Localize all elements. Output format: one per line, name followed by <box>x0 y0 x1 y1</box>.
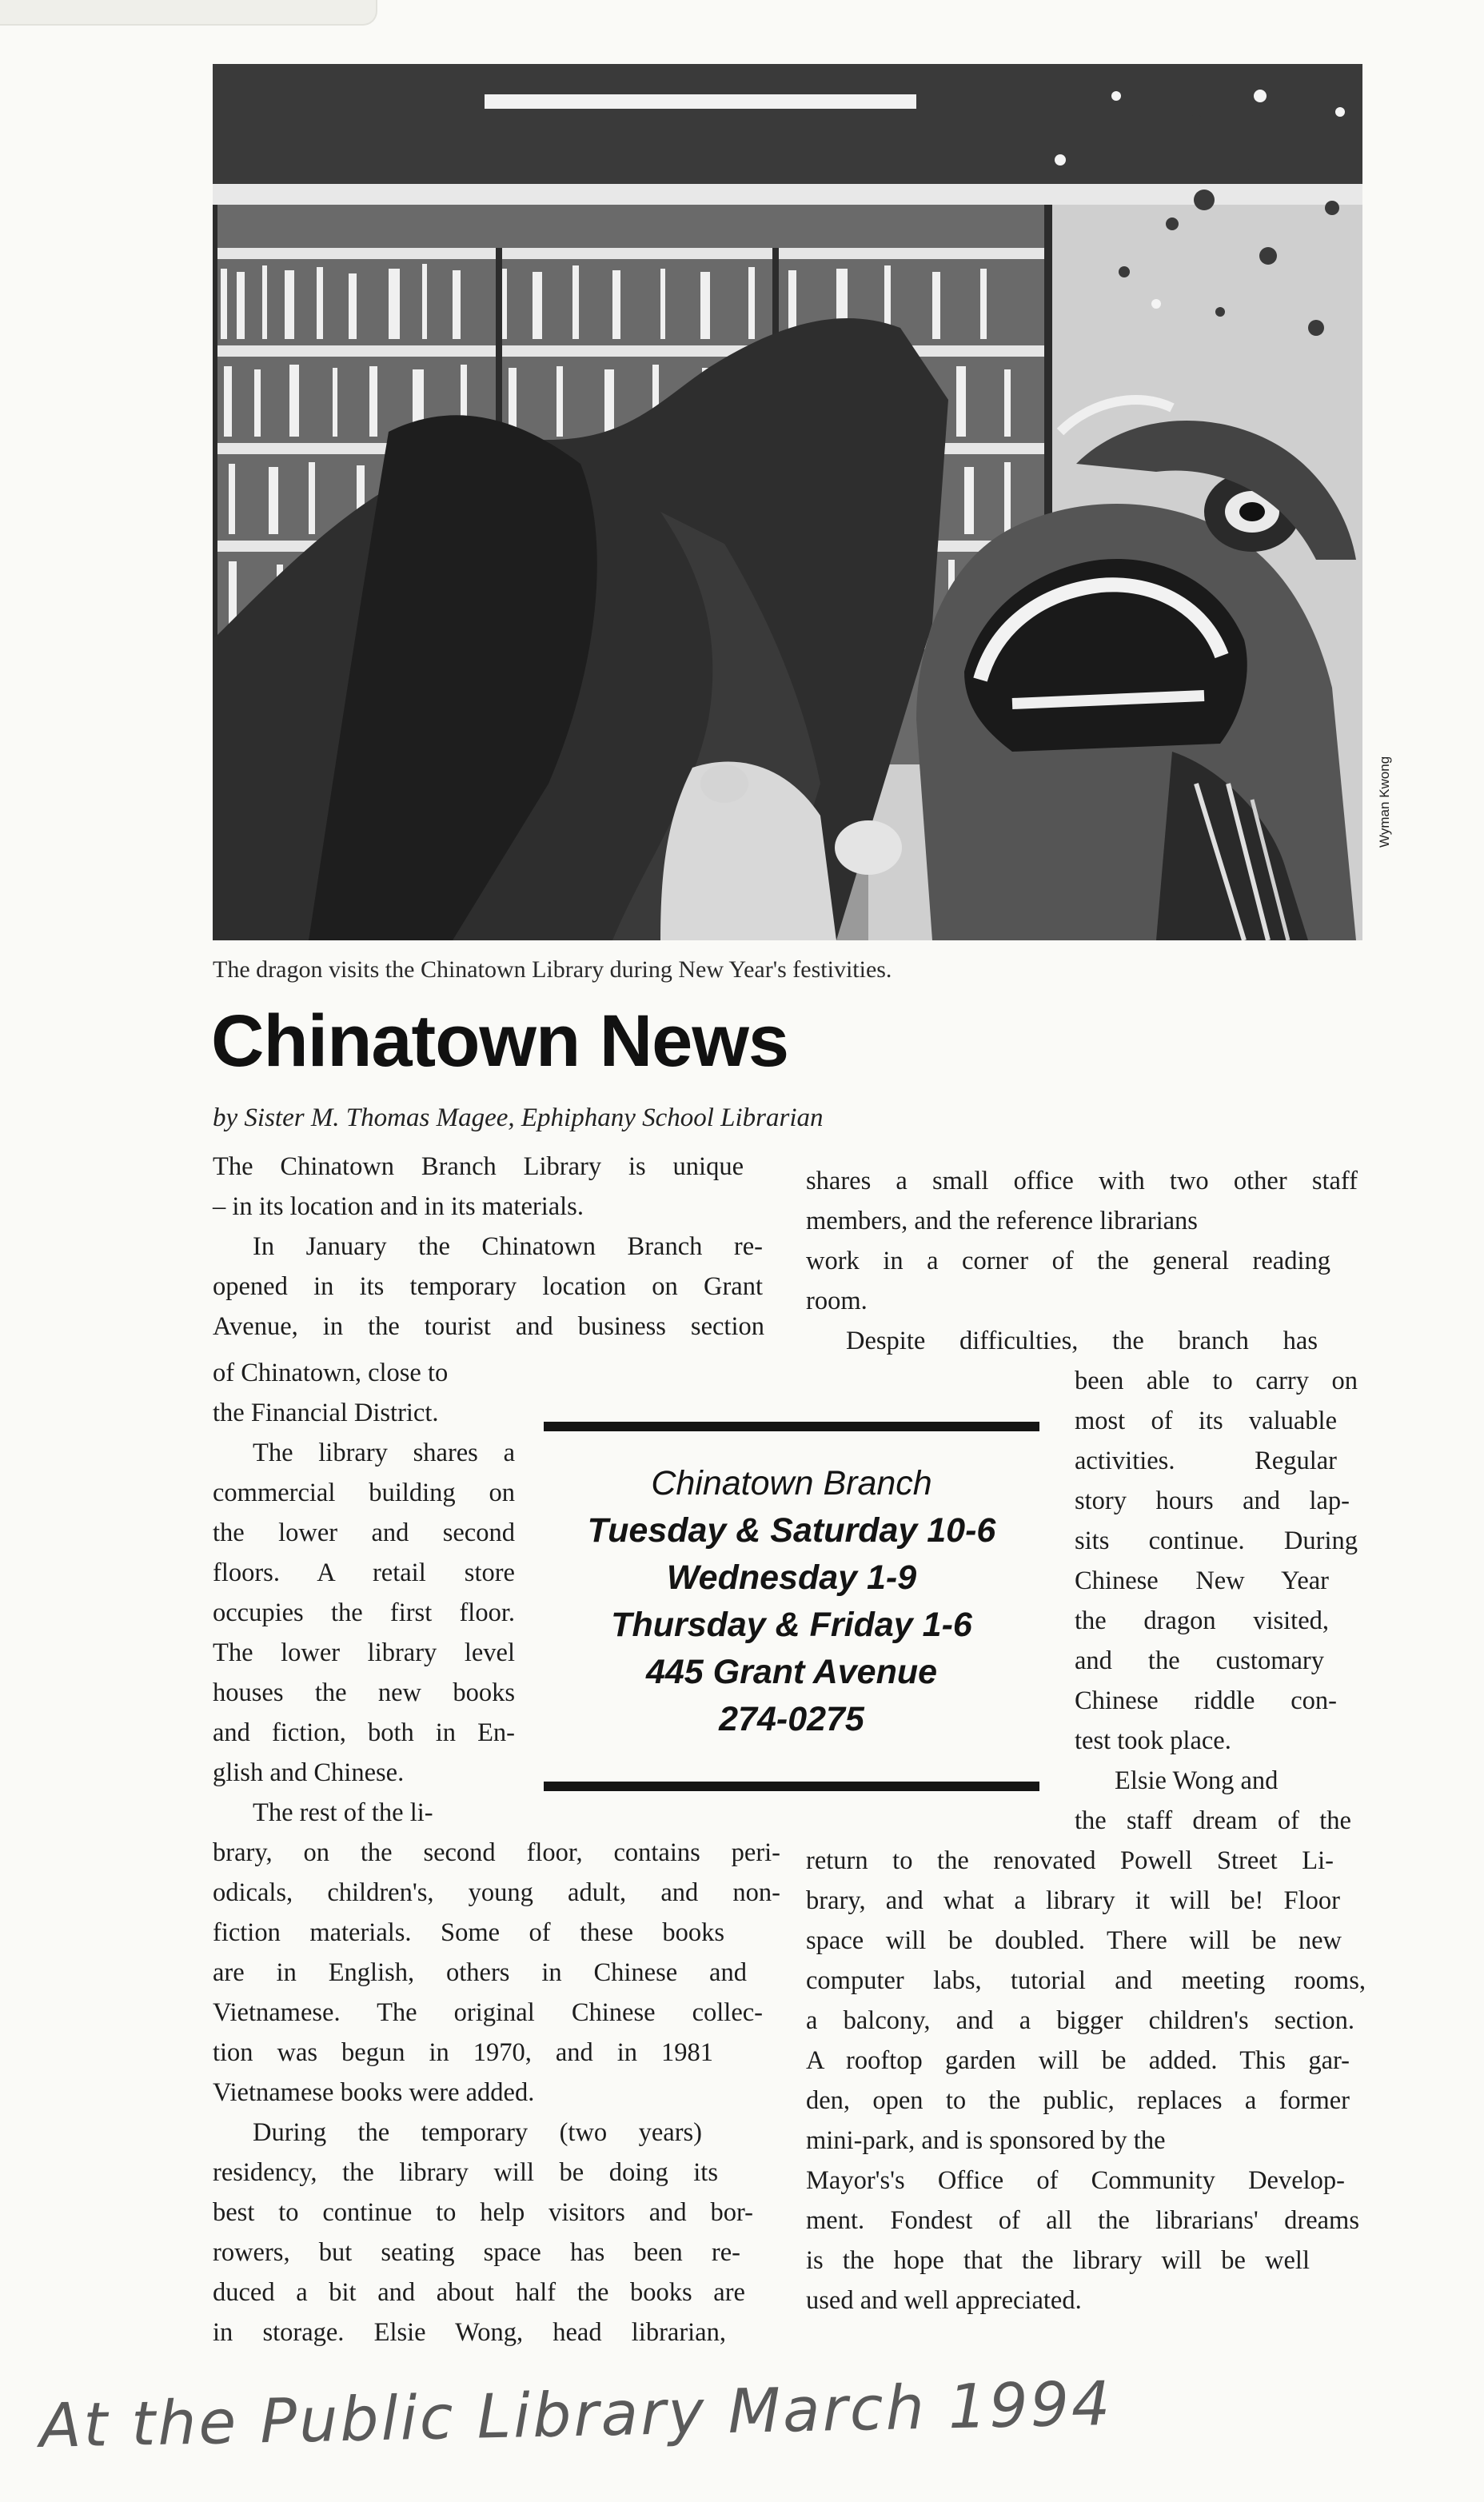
handwritten-text: At the Public Library March 1994 <box>38 2367 1114 2461</box>
photo-caption: The dragon visits the Chinatown Library during New Year's festivities. <box>213 956 892 983</box>
paragraph-line: is the hope that the library will be well <box>806 2246 1310 2275</box>
paragraph-line: Avenue, in the tourist and business section <box>213 1312 764 1341</box>
paragraph-line: houses the new books <box>213 1678 515 1707</box>
paragraph-line: the staff dream of the <box>1075 1806 1351 1835</box>
paragraph-line: Chinese New Year <box>1075 1566 1329 1595</box>
paragraph-line: The lower library level <box>213 1638 515 1667</box>
paragraph-line: in storage. Elsie Wong, head librarian, <box>213 2318 726 2347</box>
paragraph-line: occupies the first floor. <box>213 1598 515 1627</box>
paragraph-line: Despite difficulties, the branch has <box>846 1327 1318 1355</box>
hours-line: Thursday & Friday 1-6 <box>611 1606 972 1644</box>
paragraph-line: rowers, but seating space has been re- <box>213 2238 740 2267</box>
paragraph-line: sits continue. During <box>1075 1526 1358 1555</box>
article-byline: by Sister M. Thomas Magee, Ephiphany School Librarian <box>213 1103 824 1132</box>
paragraph-line: are in English, others in Chinese and <box>213 1958 747 1987</box>
paragraph-line: commercial building on <box>213 1478 515 1507</box>
branch-name: Chinatown Branch <box>651 1464 932 1502</box>
paragraph-line: and fiction, both in En- <box>213 1718 515 1747</box>
paragraph-line: brary, and what a library it will be! Floor <box>806 1886 1340 1915</box>
paragraph-line: fiction materials. Some of these books <box>213 1918 724 1947</box>
paragraph-line: and the customary <box>1075 1646 1324 1675</box>
paragraph-line: The rest of the li- <box>253 1798 433 1827</box>
paragraph-line: used and well appreciated. <box>806 2286 1082 2315</box>
paragraph-line: computer labs, tutorial and meeting rooms, <box>806 1966 1366 1995</box>
article-headline: Chinatown News <box>211 1000 789 1082</box>
paragraph-line: room. <box>806 1287 868 1315</box>
paragraph-line: work in a corner of the general reading <box>806 1247 1330 1275</box>
paragraph-line: return to the renovated Powell Street Li- <box>806 1846 1334 1875</box>
paragraph-line: Vietnamese books were added. <box>213 2078 535 2107</box>
paragraph-line: During the temporary (two years) <box>253 2118 702 2147</box>
paragraph-line: test took place. <box>1075 1726 1231 1755</box>
paragraph-line: the Financial District. <box>213 1399 439 1427</box>
paragraph-line: ment. Fondest of all the librarians' dreams <box>806 2206 1359 2235</box>
paragraph-line: story hours and lap- <box>1075 1486 1350 1515</box>
branch-hours-box <box>544 1460 1039 1743</box>
schedule-bottom-rule <box>544 1782 1039 1791</box>
handwritten-note-image <box>32 2367 1151 2487</box>
paragraph-line: glish and Chinese. <box>213 1758 405 1787</box>
branch-phone: 274-0275 <box>719 1700 864 1738</box>
paragraph-line: a balcony, and a bigger children's section. <box>806 2006 1354 2035</box>
paragraph-line: the dragon visited, <box>1075 1606 1329 1635</box>
paragraph-line: activities. Regular <box>1075 1447 1337 1475</box>
paragraph-line: floors. A retail store <box>213 1558 515 1587</box>
paper-tab <box>0 0 377 26</box>
paragraph-line: residency, the library will be doing its <box>213 2158 718 2187</box>
schedule-top-rule <box>544 1422 1039 1431</box>
hours-line: Tuesday & Saturday 10-6 <box>587 1511 996 1550</box>
paragraph-line: best to continue to help visitors and bor- <box>213 2198 753 2227</box>
dragon-photo <box>213 64 1362 940</box>
paragraph-line: opened in its temporary location on Grant <box>213 1272 763 1301</box>
paragraph-line: Chinese riddle con- <box>1075 1686 1337 1715</box>
paragraph-line: In January the Chinatown Branch re- <box>253 1232 763 1261</box>
paragraph-line: odicals, children's, young adult, and non- <box>213 1878 780 1907</box>
paragraph-line: tion was begun in 1970, and in 1981 <box>213 2038 713 2067</box>
paragraph-line: The Chinatown Branch Library is unique <box>213 1152 744 1181</box>
handwritten-note <box>32 2367 1151 2491</box>
paragraph-line: of Chinatown, close to <box>213 1359 449 1387</box>
dragon-photo-image <box>213 64 1362 940</box>
paragraph-line: Elsie Wong and <box>1115 1766 1279 1795</box>
paragraph-line: been able to carry on <box>1075 1367 1358 1395</box>
photo-credit: Wyman Kwong <box>1377 756 1392 848</box>
paragraph-line: duced a bit and about half the books are <box>213 2278 745 2307</box>
paragraph-line: The library shares a <box>253 1439 515 1467</box>
paragraph-line: space will be doubled. There will be new <box>806 1926 1342 1955</box>
branch-address: 445 Grant Avenue <box>645 1653 938 1691</box>
paragraph-line: mini-park, and is sponsored by the <box>806 2126 1166 2155</box>
paragraph-line: A rooftop garden will be added. This gar- <box>806 2046 1350 2075</box>
paragraph-line: Vietnamese. The original Chinese collec- <box>213 1998 763 2027</box>
paragraph-line: – in its location and in its materials. <box>213 1192 584 1221</box>
hours-line: Wednesday 1-9 <box>666 1558 917 1597</box>
paragraph-line: brary, on the second floor, contains peri- <box>213 1838 780 1867</box>
paragraph-line: the lower and second <box>213 1518 515 1547</box>
paragraph-line: most of its valuable <box>1075 1407 1337 1435</box>
paragraph-line: den, open to the public, replaces a former <box>806 2086 1350 2115</box>
paragraph-line: shares a small office with two other staff <box>806 1167 1358 1195</box>
paragraph-line: members, and the reference librarians <box>806 1207 1198 1235</box>
paragraph-line: Mayor's's Office of Community Develop- <box>806 2166 1345 2195</box>
